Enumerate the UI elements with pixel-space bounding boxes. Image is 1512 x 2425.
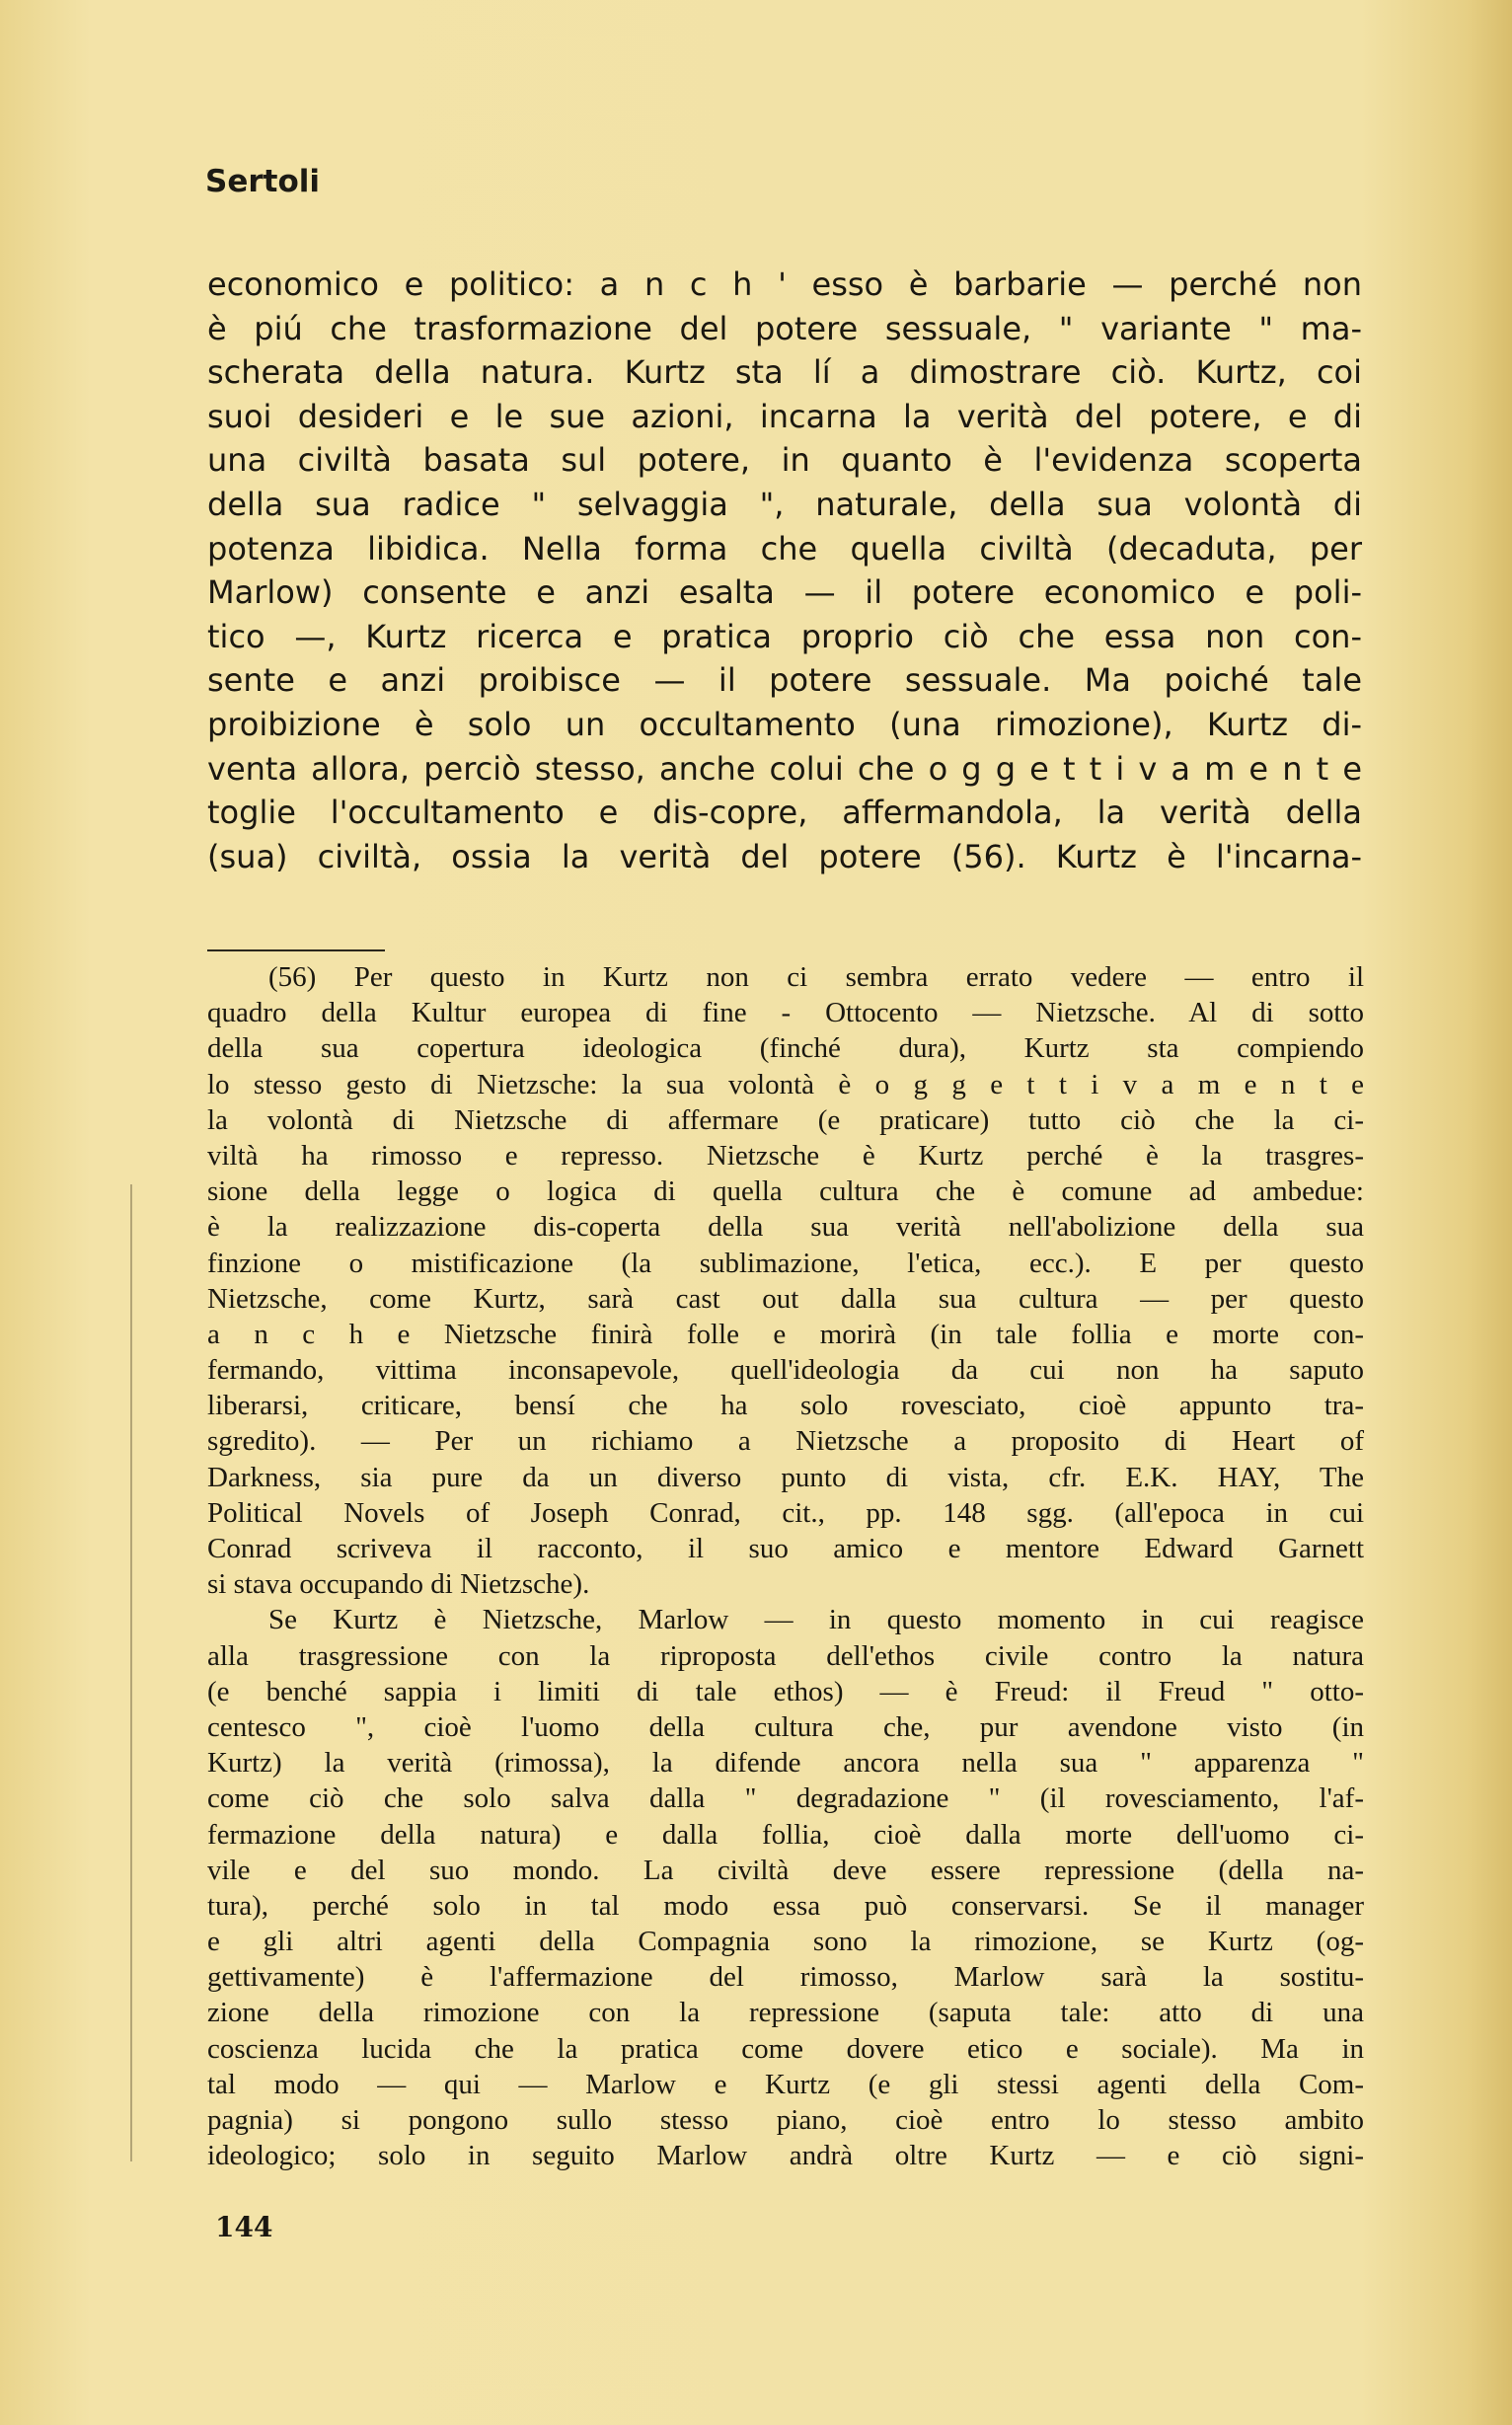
footnote-line: pagnia) si pongono sullo stesso piano, cioè entro lo stesso ambito	[207, 2104, 1364, 2136]
footnote-line: fermazione della natura) e dalla follia, cioè dalla morte dell'uomo ci-	[207, 1818, 1364, 1851]
body-line: sente e anzi proibisce — il potere sessuale. Ma poiché tale	[207, 661, 1362, 700]
body-line: toglie l'occultamento e dis-copre, affermandola, la verità della	[207, 794, 1362, 832]
footnote-line: la volontà di Nietzsche di affermare (e praticare) tutto ciò che la ci-	[207, 1103, 1364, 1136]
footnote-line: finzione o mistificazione (la sublimazione, l'etica, ecc.). E per questo	[207, 1247, 1364, 1279]
footnote-line: Kurtz) la verità (rimossa), la difende ancora nella sua " apparenza "	[207, 1747, 1364, 1780]
body-line: scherata della natura. Kurtz sta lí a dimostrare ciò. Kurtz, coi	[207, 353, 1362, 392]
footnote-line: tal modo — qui — Marlow e Kurtz (e gli stessi agenti della Com-	[207, 2068, 1364, 2100]
footnote-line: gettivamente) è l'affermazione del rimosso, Marlow sarà la sostitu-	[207, 1961, 1364, 1994]
footnote-line: sgredito). — Per un richiamo a Nietzsche a proposito di Heart of	[207, 1425, 1364, 1458]
pencil-margin-mark	[130, 1184, 132, 2161]
footnote-line: fermando, vittima inconsapevole, quell'ideologia da cui non ha saputo	[207, 1354, 1364, 1387]
footnote-line: Nietzsche, come Kurtz, sarà cast out dalla sua cultura — per questo	[207, 1282, 1364, 1315]
footnote-line: sione della legge o logica di quella cultura che è comune ad ambedue:	[207, 1175, 1364, 1208]
footnote-line: si stava occupando di Nietzsche).	[207, 1568, 590, 1601]
footnote-line: è la realizzazione dis-coperta della sua verità nell'abolizione della sua	[207, 1211, 1364, 1244]
body-line: Marlow) consente e anzi esalta — il potere economico e poli-	[207, 573, 1362, 612]
body-line: una civiltà basata sul potere, in quanto è l'evidenza scoperta	[207, 441, 1362, 480]
footnote-line: alla trasgressione con la riproposta dell'ethos civile contro la natura	[207, 1639, 1364, 1672]
body-line: tico —, Kurtz ricerca e pratica proprio ciò che essa non con-	[207, 617, 1362, 655]
footnote-separator	[207, 949, 385, 951]
footnote-line: centesco ", cioè l'uomo della cultura che, pur avendone visto (in	[207, 1710, 1364, 1743]
footnote-line: Se Kurtz è Nietzsche, Marlow — in questo momento in cui reagisce	[268, 1604, 1364, 1636]
footnote-line: a n c h e Nietzsche finirà folle e morirà (in tale follia e morte con-	[207, 1318, 1364, 1350]
body-line: potenza libidica. Nella forma che quella civiltà (decaduta, per	[207, 529, 1362, 568]
main-text	[207, 263, 1362, 878]
body-line: (sua) civiltà, ossia la verità del potere (56). Kurtz è l'incarna-	[207, 837, 1362, 875]
footnote-line: vile e del suo mondo. La civiltà deve essere repressione (della na-	[207, 1854, 1364, 1886]
footnote-line: come ciò che solo salva dalla " degradazione " (il rovesciamento, l'af-	[207, 1782, 1364, 1815]
footnote-text	[207, 959, 1364, 2173]
footnote-line: quadro della Kultur europea di fine - Ottocento — Nietzsche. Al di sotto	[207, 997, 1364, 1029]
footnote-line: Darkness, sia pure da un diverso punto di vista, cfr. E.K. HAY, The	[207, 1461, 1364, 1493]
body-line: proibizione è solo un occultamento (una rimozione), Kurtz di-	[207, 705, 1362, 743]
footnote-line: lo stesso gesto di Nietzsche: la sua volontà è o g g e t t i v a m e n t e	[207, 1068, 1364, 1100]
body-line: è piú che trasformazione del potere sessuale, " variante " ma-	[207, 309, 1362, 347]
footnote-line: zione della rimozione con la repressione (saputa tale: atto di una	[207, 1997, 1364, 2029]
footnote-line: coscienza lucida che la pratica come dovere etico e sociale). Ma in	[207, 2032, 1364, 2065]
footnote-line: Political Novels of Joseph Conrad, cit., pp. 148 sgg. (all'epoca in cui	[207, 1496, 1364, 1529]
body-line: economico e politico: a n c h ' esso è barbarie — perché non	[207, 265, 1362, 303]
footnote-line: Conrad scriveva il racconto, il suo amico e mentore Edward Garnett	[207, 1533, 1364, 1564]
body-line: suoi desideri e le sue azioni, incarna la verità del potere, e di	[207, 397, 1362, 435]
footnote-line: tura), perché solo in tal modo essa può conservarsi. Se il manager	[207, 1889, 1364, 1922]
footnote-line: (e benché sappia i limiti di tale ethos) — è Freud: il Freud " otto-	[207, 1675, 1364, 1707]
footnote-line: ideologico; solo in seguito Marlow andrà oltre Kurtz — e ciò signi-	[207, 2140, 1364, 2172]
footnote-line: e gli altri agenti della Compagnia sono la rimozione, se Kurtz (og-	[207, 1926, 1364, 1958]
footnote-line: liberarsi, criticare, bensí che ha solo rovesciato, cioè appunto tra-	[207, 1390, 1364, 1422]
footnote-line: (56) Per questo in Kurtz non ci sembra errato vedere — entro il	[268, 961, 1364, 993]
body-line: della sua radice " selvaggia ", naturale, della sua volontà di	[207, 485, 1362, 523]
footnote-line: della sua copertura ideologica (finché dura), Kurtz sta compiendo	[207, 1032, 1364, 1065]
footnote-line: viltà ha rimosso e represso. Nietzsche è Kurtz perché è la trasgres-	[207, 1139, 1364, 1172]
running-header-author: Sertoli	[205, 164, 321, 199]
page-number: 144	[215, 2211, 273, 2243]
body-line: venta allora, perciò stesso, anche colui che o g g e t t i v a m e n t e	[207, 749, 1362, 788]
